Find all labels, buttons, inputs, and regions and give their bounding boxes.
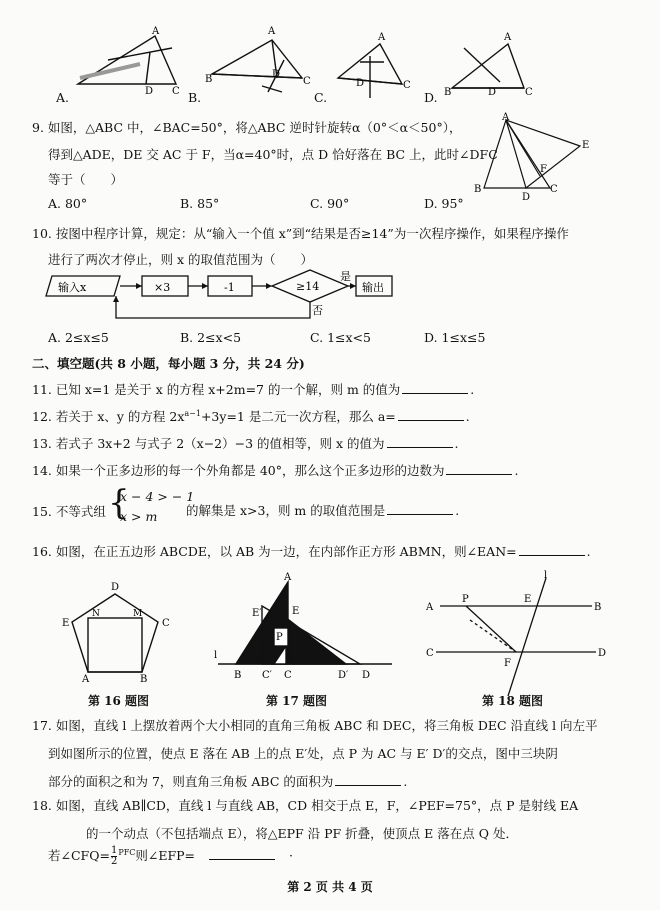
svg-text:C: C [303, 76, 311, 87]
q18-line-3-pre: 若∠CFQ= [48, 848, 110, 863]
svg-text:C′: C′ [262, 670, 272, 681]
q12-text-post: +3y=1 是二元一次方程，那么 a= [200, 409, 396, 424]
figure-18 [436, 578, 596, 696]
q11: 11. 已知 x=1 是关于 x 的方程 x+2m=7 的一个解，则 m 的值为 . [32, 382, 475, 397]
svg-text:输入x: 输入x [58, 281, 87, 294]
q9-line-1: 9. 如图，△ABC 中，∠BAC=50°，将△ABC 逆时针旋转α（0°＜α＜50°）， [32, 120, 462, 135]
svg-text:F: F [540, 164, 547, 175]
q12: 12. 若关于 x、y 的方程 $2x^{a-1}+3y=1$ 是二元一次方程，那么 a= . [32, 408, 470, 424]
svg-text:C: C [172, 86, 180, 97]
q11-answer-blank[interactable] [402, 382, 468, 394]
q15-inequality-2: x > m [120, 509, 158, 524]
q10-option-a: A. 2≤x≤5 [48, 330, 109, 345]
q8-figure-c [338, 44, 402, 98]
q9-figure [470, 112, 600, 202]
q17-line-3: 部分的面积之和为 7，则直角三角板 ABC 的面积为 [48, 774, 334, 789]
svg-text:B: B [594, 602, 602, 613]
q13-answer-blank[interactable] [387, 436, 453, 448]
q12-text-pre: 12. 若关于 x、y 的方程 2x [32, 409, 185, 424]
figure-18-caption: 第 18 题图 [482, 694, 544, 708]
svg-text:M: M [133, 609, 143, 619]
svg-text:P: P [276, 632, 283, 643]
svg-text:≥14: ≥14 [296, 280, 320, 293]
svg-text:A: A [284, 572, 292, 583]
q16-answer-blank[interactable] [519, 544, 585, 556]
q9-line-3: 等于（ ） [48, 172, 124, 187]
svg-text:D: D [488, 87, 497, 98]
q10-option-b: B. 2≤x<5 [180, 330, 242, 345]
q15-answer-blank[interactable] [387, 503, 453, 515]
svg-text:P: P [462, 594, 469, 605]
q17-answer-blank[interactable] [335, 774, 401, 786]
q18-line-3-post: 则∠EFP= [135, 848, 196, 863]
q8-figure-b [212, 40, 302, 92]
q18-fraction [111, 846, 117, 867]
svg-text:D: D [145, 86, 154, 97]
svg-text:l: l [214, 650, 218, 661]
svg-text:B: B [140, 674, 148, 685]
svg-text:A: A [152, 26, 160, 37]
svg-text:C: C [162, 618, 170, 629]
q17-line-1: 17. 如图，直线 l 上摆放着两个大小相同的直角三角板 ABC 和 DEC，将三角板 DEC 沿直线 l 向左平 [32, 718, 598, 733]
q16: 16. 如图，在正五边形 ABCDE，以 AB 为一边，在内部作正方形 ABMN，则∠EAN= . [32, 544, 591, 559]
svg-text:输出: 输出 [362, 281, 384, 294]
svg-text:D: D [362, 670, 371, 681]
q13: 13. 若式子 3x+2 与式子 2（x−2）−3 的值相等，则 x 的值为 . [32, 436, 459, 451]
q15-prefix: 15. 不等式组 [32, 504, 106, 519]
svg-text:D: D [272, 69, 281, 80]
q18-answer-blank[interactable] [209, 848, 275, 860]
q10-line-1: 10. 按图中程序计算，规定：从“输入一个值 x”到“结果是否≥14”为一次程序操作，如果程序操作 [32, 226, 569, 241]
svg-text:C: C [525, 87, 533, 98]
q17-line-2: 到如图所示的位置，使点 E 落在 AB 上的点 E′处，点 P 为 AC 与 E′ D′的交点，图中三块阴 [48, 746, 558, 761]
q8-option-a-label: A. [56, 90, 70, 105]
svg-text:B: B [444, 87, 452, 98]
svg-text:A: A [82, 674, 90, 685]
svg-text:E: E [292, 606, 300, 617]
q8-option-c-label: C. [314, 90, 328, 105]
q12-answer-blank[interactable] [398, 409, 464, 421]
q10-option-d: D. 1≤x≤5 [424, 330, 486, 345]
q10-line-2: 进行了两次才停止，则 x 的取值范围为（ ） [48, 252, 313, 267]
svg-text:D: D [598, 648, 607, 659]
svg-text:否: 否 [312, 304, 323, 317]
q9-option-b: B. 85° [180, 196, 220, 211]
q18-line-2: 的一个动点（不包括端点 E），将△EPF 沿 PF 折叠，使顶点 E 落在点 Q 处． [86, 826, 518, 841]
q15-text-post: 的解集是 x>3，则 m 的取值范围是 [186, 503, 386, 518]
q18-line-1: 18. 如图，直线 AB∥CD，直线 l 与直线 AB，CD 相交于点 E，F，∠PEF=75°，点 P 是射线 EA [32, 798, 579, 813]
svg-text:是: 是 [340, 270, 351, 283]
q14-answer-blank[interactable] [446, 463, 512, 475]
q13-text: 13. 若式子 3x+2 与式子 2（x−2）−3 的值相等，则 x 的值为 [32, 436, 385, 451]
q8-option-b-label: B. [188, 90, 202, 105]
page-footer: 第 2 页 共 4 页 [287, 880, 373, 894]
q16-text: 16. 如图，在正五边形 ABCDE，以 AB 为一边，在内部作正方形 ABMN，则∠EAN= [32, 544, 517, 559]
q18-superscript: PFC [118, 847, 136, 857]
q9-option-a: A. 80° [48, 196, 88, 211]
svg-text:B: B [474, 184, 482, 195]
svg-text:l: l [544, 570, 548, 581]
svg-text:A: A [268, 26, 276, 37]
q10-flowchart [44, 268, 404, 324]
q18-fraction-numerator: 1 [110, 845, 118, 856]
svg-text:D: D [522, 192, 531, 202]
svg-text:C: C [284, 670, 292, 681]
q17-line-3-wrap: 部分的面积之和为 7，则直角三角板 ABC 的面积为 . [48, 774, 408, 789]
svg-text:C: C [403, 80, 411, 91]
q10-option-c: C. 1≤x<5 [310, 330, 371, 345]
q8-option-figures [0, 0, 660, 110]
svg-text:F: F [504, 658, 511, 669]
figure-16 [72, 594, 158, 672]
svg-text:B: B [205, 74, 213, 85]
q11-text: 11. 已知 x=1 是关于 x 的方程 x+2m=7 的一个解，则 m 的值为 [32, 382, 401, 397]
svg-text:C: C [550, 184, 558, 195]
svg-text:A: A [502, 112, 510, 123]
svg-text:×3: ×3 [154, 281, 171, 294]
q9-option-c: C. 90° [310, 196, 350, 211]
svg-text:A: A [426, 602, 434, 613]
figures-row [0, 566, 660, 706]
svg-text:N: N [92, 609, 100, 619]
section-2-heading: 二、填空题(共 8 小题，每小题 3 分，共 24 分) [32, 356, 305, 371]
svg-text:E: E [524, 594, 532, 605]
svg-text:D: D [356, 78, 365, 89]
q8-figure-d [452, 44, 524, 88]
q15-inequality-1: x − 4 > − 1 [120, 489, 195, 504]
q8-figure-a [78, 36, 176, 84]
q12-exponent: a−1 [184, 408, 201, 418]
q15-suffix: 的解集是 x>3，则 m 的取值范围是 . [186, 503, 460, 518]
svg-text:D′: D′ [338, 670, 349, 681]
q18-line-3: 若∠CFQ= $\frac{1}{2}$ $^{PFC}$则∠EFP= · [48, 845, 294, 867]
svg-text:E′: E′ [252, 608, 262, 619]
svg-text:A: A [504, 32, 512, 43]
figure-16-caption: 第 16 题图 [88, 694, 150, 708]
svg-text:E: E [582, 140, 590, 151]
svg-text:C: C [426, 648, 434, 659]
figure-17 [218, 582, 392, 664]
svg-text:A: A [378, 32, 386, 43]
figure-17-caption: 第 17 题图 [266, 694, 328, 708]
svg-text:B: B [234, 670, 242, 681]
q9-line-2: 得到△ADE，DE 交 AC 于 F，当α=40°时，点 D 恰好落在 BC 上，此时∠DFC [48, 147, 498, 162]
q18-fraction-denominator: 2 [110, 856, 118, 867]
svg-text:-1: -1 [224, 281, 235, 294]
q14-text: 14. 如果一个正多边形的每一个外角都是 40°，那么这个正多边形的边数为 [32, 463, 445, 478]
q15-brace: { [108, 483, 130, 523]
q9-option-d: D. 95° [424, 196, 464, 211]
q8-option-d-label: D. [424, 90, 438, 105]
svg-text:E: E [62, 618, 70, 629]
svg-text:D: D [111, 582, 120, 593]
q14: 14. 如果一个正多边形的每一个外角都是 40°，那么这个正多边形的边数为 . [32, 463, 519, 478]
